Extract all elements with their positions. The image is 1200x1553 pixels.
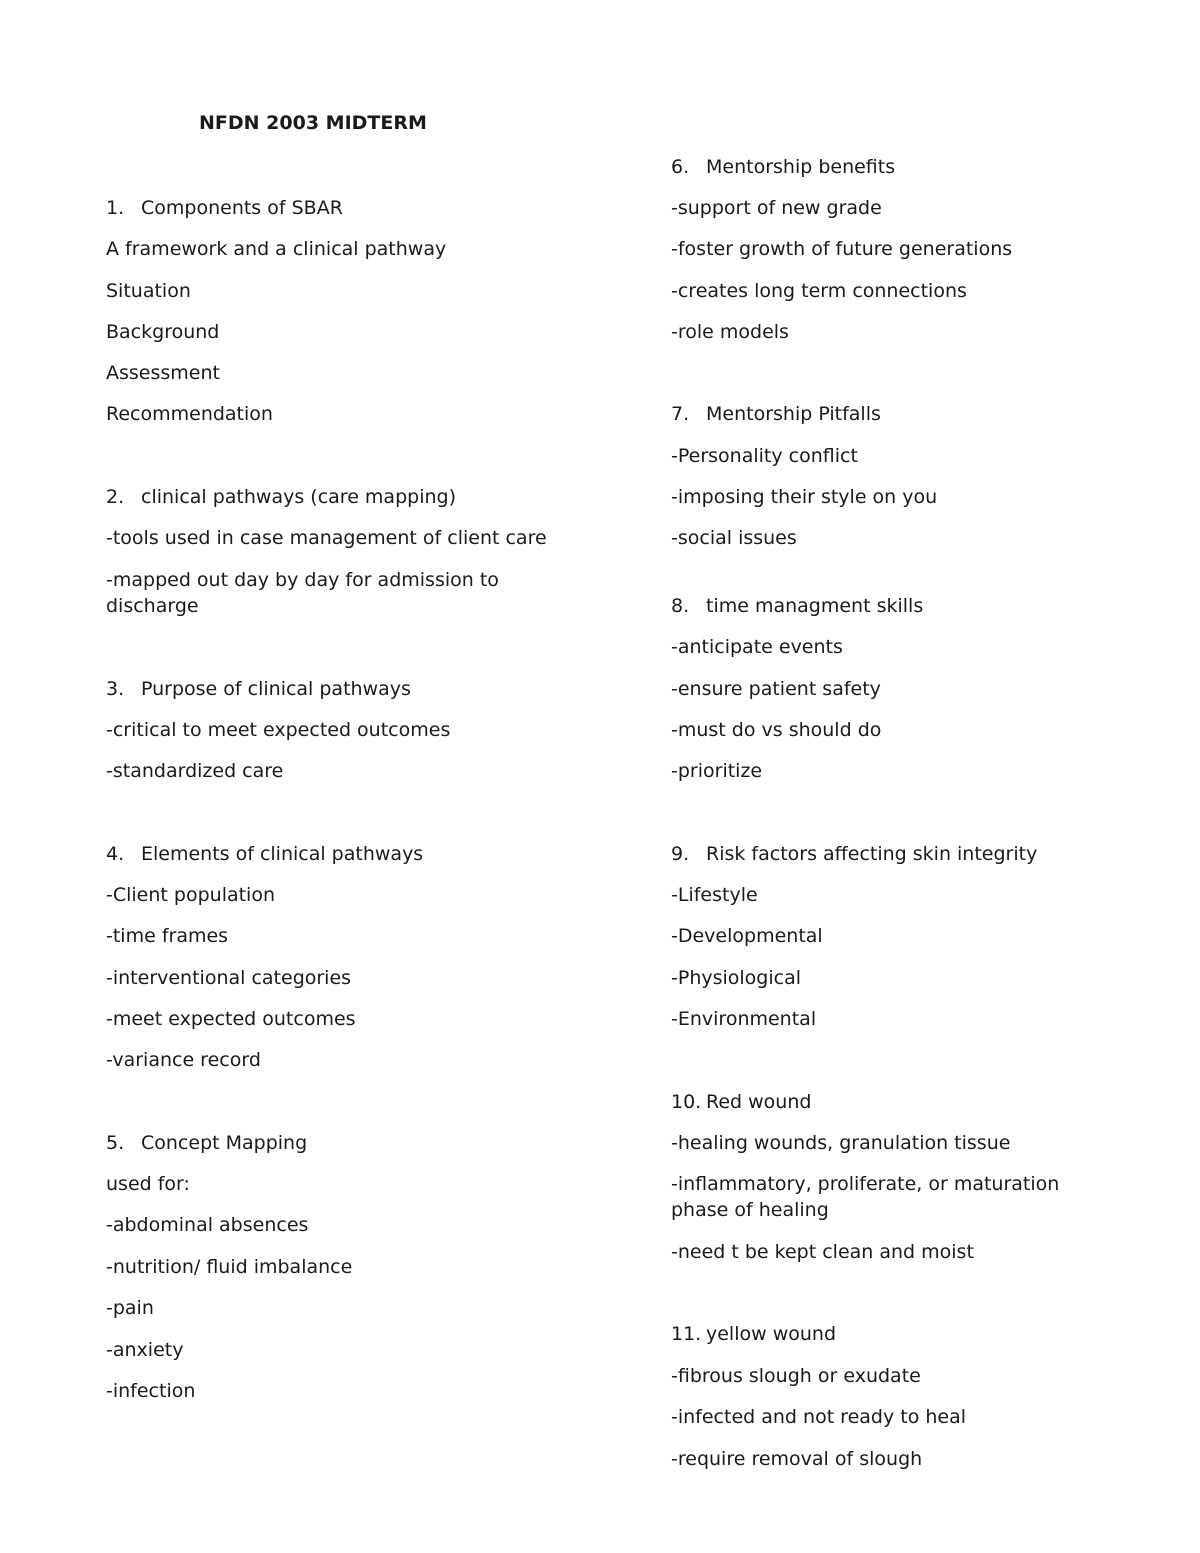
list-item: -variance record [106, 1049, 261, 1071]
section-heading: 11. yellow wound [671, 1323, 837, 1345]
list-item: -ensure patient safety [671, 678, 881, 700]
section-heading: 7. Mentorship Pitfalls [671, 403, 881, 425]
list-item: -pain [106, 1297, 154, 1319]
page-title: NFDN 2003 MIDTERM [199, 112, 427, 134]
section-heading: 10. Red wound [671, 1091, 812, 1113]
section-heading: 9. Risk factors affecting skin integrity [671, 843, 1038, 865]
list-item: -infection [106, 1380, 196, 1402]
list-item: -critical to meet expected outcomes [106, 719, 451, 741]
list-item: -Lifestyle [671, 884, 758, 906]
section-heading: 3. Purpose of clinical pathways [106, 678, 411, 700]
list-item: -interventional categories [106, 967, 352, 989]
list-item: -anticipate events [671, 636, 843, 658]
list-item: -time frames [106, 925, 229, 947]
list-item: -Physiological [671, 967, 802, 989]
list-item: -abdominal absences [106, 1214, 309, 1236]
list-item: Assessment [106, 362, 220, 384]
section-heading: 4. Elements of clinical pathways [106, 843, 424, 865]
list-item: -healing wounds, granulation tissue [671, 1132, 1011, 1154]
list-item: -Developmental [671, 925, 823, 947]
list-item: Background [106, 321, 220, 343]
list-item: -Client population [106, 884, 276, 906]
list-item: -mapped out day by day for admission to discharge [106, 569, 499, 617]
list-item: -fibrous slough or exudate [671, 1365, 921, 1387]
list-item: -prioritize [671, 760, 763, 782]
list-item: -imposing their style on you [671, 486, 938, 508]
list-item: Situation [106, 280, 191, 302]
list-item: -support of new grade [671, 197, 882, 219]
list-item: used for: [106, 1173, 190, 1195]
list-item: -need t be kept clean and moist [671, 1241, 974, 1263]
section-heading: 2. clinical pathways (care mapping) [106, 486, 456, 508]
list-item: -meet expected outcomes [106, 1008, 356, 1030]
list-item: -Environmental [671, 1008, 817, 1030]
list-item: -creates long term connections [671, 280, 967, 302]
list-item: -foster growth of future generations [671, 238, 1013, 260]
section-heading: 1. Components of SBAR [106, 197, 343, 219]
section-heading: 5. Concept Mapping [106, 1132, 308, 1154]
list-item: -require removal of slough [671, 1448, 923, 1470]
list-item: -anxiety [106, 1339, 184, 1361]
list-item: -must do vs should do [671, 719, 882, 741]
list-item: -standardized care [106, 760, 284, 782]
list-item: -inflammatory, proliferate, or maturation phase of healing [671, 1173, 1060, 1221]
list-item: Recommendation [106, 403, 273, 425]
list-item: -social issues [671, 527, 797, 549]
list-item: A framework and a clinical pathway [106, 238, 447, 260]
section-heading: 8. time managment skills [671, 595, 924, 617]
list-item: -tools used in case management of client care [106, 527, 547, 549]
section-heading: 6. Mentorship benefits [671, 156, 896, 178]
list-item: -infected and not ready to heal [671, 1406, 967, 1428]
list-item: -nutrition/ fluid imbalance [106, 1256, 353, 1278]
list-item: -Personality conflict [671, 445, 858, 467]
list-item: -role models [671, 321, 789, 343]
